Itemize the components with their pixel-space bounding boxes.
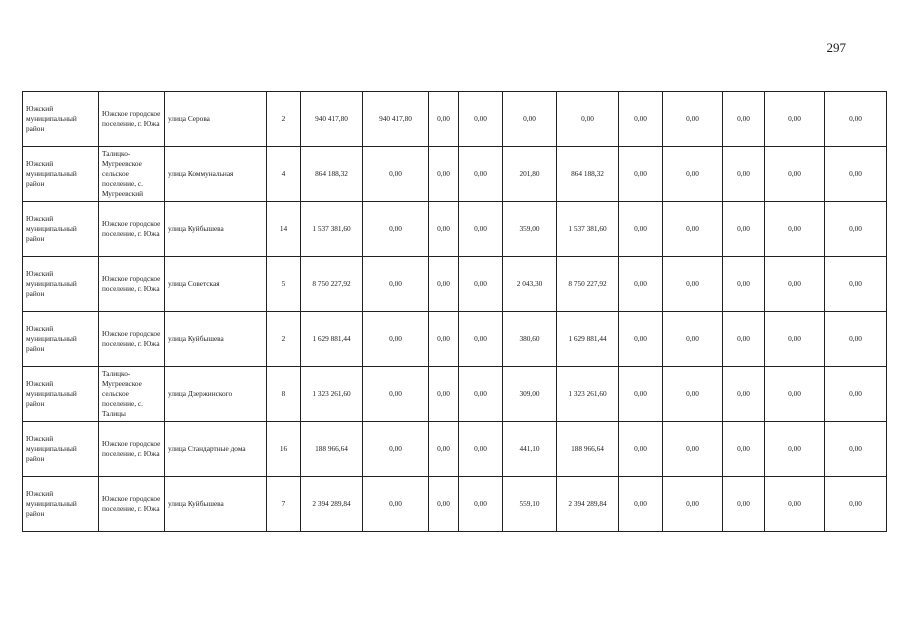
amount-cell: 0,00 [429, 312, 459, 367]
street-cell: улица Стандартные дома [165, 422, 267, 477]
street-cell: улица Коммунальная [165, 147, 267, 202]
amount-cell: 0,00 [765, 367, 825, 422]
amount-cell: 0,00 [825, 147, 887, 202]
amount-cell: 2 394 289,84 [557, 477, 619, 532]
amount-cell: 0,00 [429, 422, 459, 477]
amount-cell: 0,00 [363, 147, 429, 202]
area-cell: 559,10 [503, 477, 557, 532]
street-cell: улица Серова [165, 92, 267, 147]
amount-cell: 1 629 881,44 [557, 312, 619, 367]
amount-cell: 8 750 227,92 [557, 257, 619, 312]
amount-cell: 0,00 [429, 367, 459, 422]
settlement-cell: Талицко-Мугреевское сельское поселение, с. Мугреевский [99, 147, 165, 202]
amount-cell: 0,00 [663, 367, 723, 422]
area-cell: 380,60 [503, 312, 557, 367]
settlement-cell: Южское городское поселение, г. Южа [99, 477, 165, 532]
amount-cell: 0,00 [825, 257, 887, 312]
house-number-cell: 5 [267, 257, 301, 312]
street-cell: улица Куйбышева [165, 477, 267, 532]
amount-cell: 0,00 [765, 477, 825, 532]
total-cost-cell: 1 323 261,60 [301, 367, 363, 422]
amount-cell: 0,00 [723, 92, 765, 147]
area-cell: 359,00 [503, 202, 557, 257]
table-row [23, 477, 887, 532]
table-row [23, 147, 887, 202]
amount-cell: 0,00 [557, 92, 619, 147]
settlement-cell: Южское городское поселение, г. Южа [99, 202, 165, 257]
amount-cell: 0,00 [765, 422, 825, 477]
table-row [23, 202, 887, 257]
house-number-cell: 16 [267, 422, 301, 477]
amount-cell: 1 323 261,60 [557, 367, 619, 422]
amount-cell: 0,00 [429, 257, 459, 312]
amount-cell: 0,00 [459, 92, 503, 147]
amount-cell: 0,00 [619, 477, 663, 532]
settlement-cell: Южское городское поселение, г. Южа [99, 257, 165, 312]
amount-cell: 0,00 [363, 202, 429, 257]
amount-cell: 0,00 [663, 202, 723, 257]
house-number-cell: 2 [267, 92, 301, 147]
total-cost-cell: 864 188,32 [301, 147, 363, 202]
amount-cell: 0,00 [723, 202, 765, 257]
amount-cell: 0,00 [429, 202, 459, 257]
amount-cell: 0,00 [723, 422, 765, 477]
total-cost-cell: 188 966,64 [301, 422, 363, 477]
amount-cell: 0,00 [723, 257, 765, 312]
amount-cell: 0,00 [723, 312, 765, 367]
district-cell: Южский муниципальный район [23, 422, 99, 477]
settlement-cell: Южское городское поселение, г. Южа [99, 92, 165, 147]
amount-cell: 0,00 [459, 202, 503, 257]
amount-cell: 0,00 [619, 147, 663, 202]
settlement-cell: Талицко-Мугреевское сельское поселение, с. Талицы [99, 367, 165, 422]
house-number-cell: 8 [267, 367, 301, 422]
page-number: 297 [826, 40, 846, 55]
amount-cell: 0,00 [825, 92, 887, 147]
amount-cell: 0,00 [765, 257, 825, 312]
amount-cell: 0,00 [459, 147, 503, 202]
amount-cell: 0,00 [459, 312, 503, 367]
area-cell: 441,10 [503, 422, 557, 477]
amount-cell: 0,00 [765, 312, 825, 367]
area-cell: 201,80 [503, 147, 557, 202]
amount-cell: 0,00 [619, 202, 663, 257]
amount-cell: 1 537 381,60 [557, 202, 619, 257]
district-cell: Южский муниципальный район [23, 92, 99, 147]
settlement-cell: Южское городское поселение, г. Южа [99, 312, 165, 367]
total-cost-cell: 1 629 881,44 [301, 312, 363, 367]
amount-cell: 0,00 [429, 92, 459, 147]
total-cost-cell: 8 750 227,92 [301, 257, 363, 312]
amount-cell: 0,00 [723, 367, 765, 422]
settlement-cell: Южское городское поселение, г. Южа [99, 422, 165, 477]
district-cell: Южский муниципальный район [23, 367, 99, 422]
amount-cell: 0,00 [663, 147, 723, 202]
district-cell: Южский муниципальный район [23, 477, 99, 532]
total-cost-cell: 940 417,80 [301, 92, 363, 147]
amount-cell: 940 417,80 [363, 92, 429, 147]
house-number-cell: 7 [267, 477, 301, 532]
amount-cell: 0,00 [363, 367, 429, 422]
amount-cell: 0,00 [825, 312, 887, 367]
district-cell: Южский муниципальный район [23, 147, 99, 202]
amount-cell: 0,00 [619, 257, 663, 312]
houses-registry-table [22, 91, 887, 532]
area-cell: 2 043,30 [503, 257, 557, 312]
amount-cell: 0,00 [459, 367, 503, 422]
amount-cell: 0,00 [429, 477, 459, 532]
amount-cell: 0,00 [459, 422, 503, 477]
amount-cell: 0,00 [363, 312, 429, 367]
amount-cell: 0,00 [765, 147, 825, 202]
street-cell: улица Дзержинского [165, 367, 267, 422]
amount-cell: 0,00 [765, 202, 825, 257]
amount-cell: 0,00 [663, 422, 723, 477]
amount-cell: 0,00 [825, 202, 887, 257]
amount-cell: 0,00 [363, 477, 429, 532]
district-cell: Южский муниципальный район [23, 257, 99, 312]
amount-cell: 0,00 [825, 422, 887, 477]
amount-cell: 0,00 [619, 422, 663, 477]
amount-cell: 188 966,64 [557, 422, 619, 477]
amount-cell: 0,00 [619, 312, 663, 367]
table-row [23, 422, 887, 477]
house-number-cell: 14 [267, 202, 301, 257]
amount-cell: 0,00 [619, 367, 663, 422]
table-row [23, 312, 887, 367]
table-row [23, 257, 887, 312]
amount-cell: 0,00 [825, 477, 887, 532]
amount-cell: 0,00 [723, 147, 765, 202]
amount-cell: 864 188,32 [557, 147, 619, 202]
street-cell: улица Куйбышева [165, 312, 267, 367]
street-cell: улица Советская [165, 257, 267, 312]
amount-cell: 0,00 [363, 257, 429, 312]
total-cost-cell: 2 394 289,84 [301, 477, 363, 532]
district-cell: Южский муниципальный район [23, 312, 99, 367]
table-row [23, 92, 887, 147]
amount-cell: 0,00 [765, 92, 825, 147]
total-cost-cell: 1 537 381,60 [301, 202, 363, 257]
district-cell: Южский муниципальный район [23, 202, 99, 257]
area-cell: 0,00 [503, 92, 557, 147]
street-cell: улица Куйбышева [165, 202, 267, 257]
amount-cell: 0,00 [663, 477, 723, 532]
amount-cell: 0,00 [663, 92, 723, 147]
amount-cell: 0,00 [663, 257, 723, 312]
amount-cell: 0,00 [663, 312, 723, 367]
amount-cell: 0,00 [459, 477, 503, 532]
amount-cell: 0,00 [363, 422, 429, 477]
house-number-cell: 2 [267, 312, 301, 367]
amount-cell: 0,00 [459, 257, 503, 312]
house-number-cell: 4 [267, 147, 301, 202]
amount-cell: 0,00 [619, 92, 663, 147]
area-cell: 309,00 [503, 367, 557, 422]
table-row [23, 367, 887, 422]
amount-cell: 0,00 [825, 367, 887, 422]
amount-cell: 0,00 [723, 477, 765, 532]
amount-cell: 0,00 [429, 147, 459, 202]
